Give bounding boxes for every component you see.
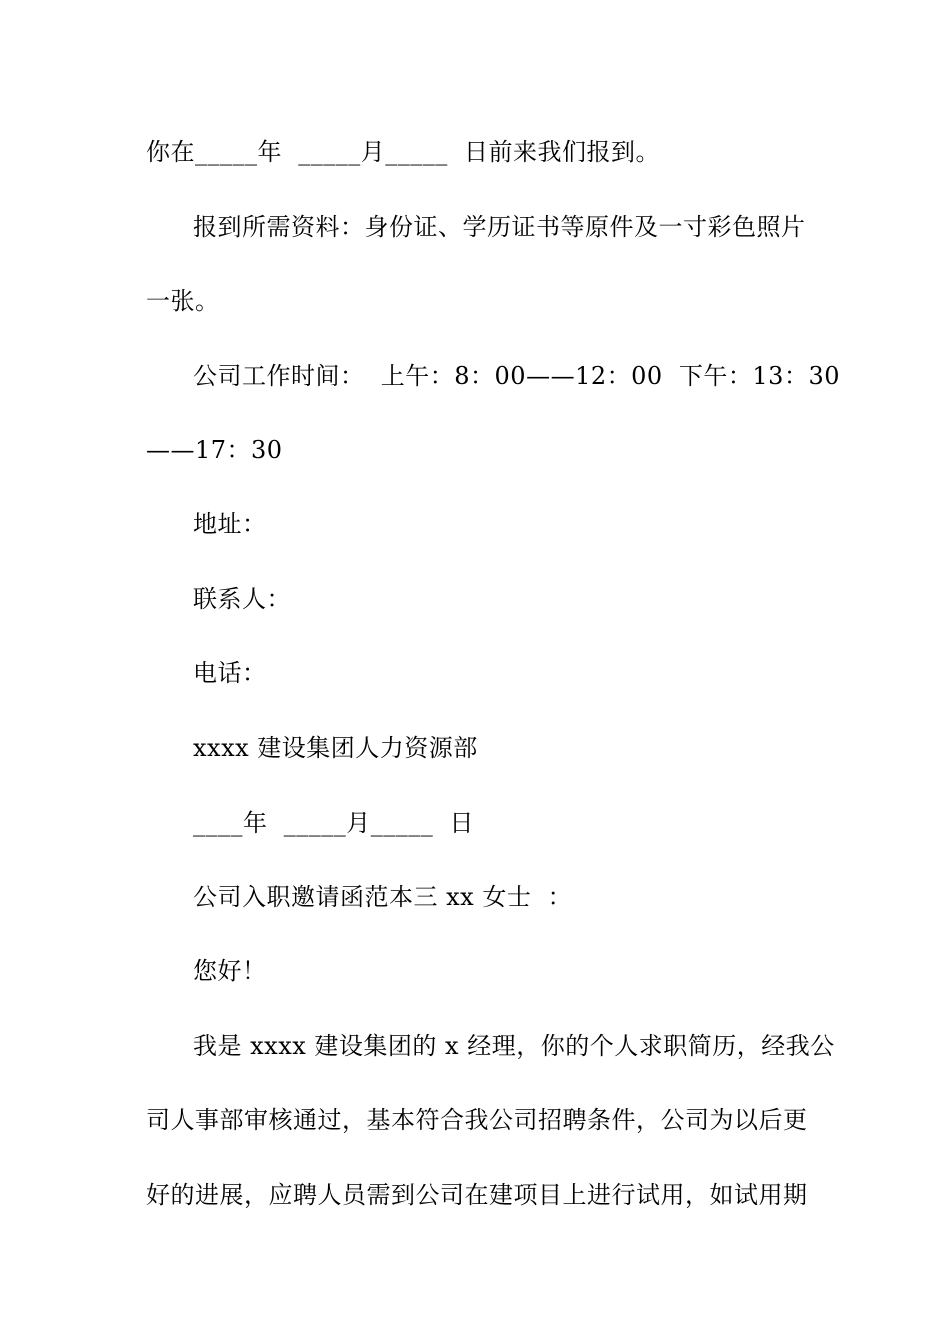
body-paragraph-line-3: 好的进展，应聘人员需到公司在建项目上进行试用，如试用期: [146, 1181, 808, 1209]
body-paragraph-line-1: 我是 xxxx 建设集团的 x 经理，你的个人求职简历，经我公: [193, 1032, 835, 1060]
contact-label: 联系人：: [193, 585, 291, 613]
template-three-heading: 公司入职邀请函范本三 xx 女士 ：: [193, 883, 573, 911]
body-paragraph-line-2: 司人事部审核通过，基本符合我公司招聘条件，公司为以后更: [146, 1106, 808, 1134]
work-hours-line: 公司工作时间： 上午：8：00——12：00 下午：13：30: [193, 362, 840, 390]
report-date-line: 你在_____年 _____月_____ 日前来我们报到。: [146, 138, 661, 166]
signature-date: ____年 _____月_____ 日: [193, 809, 475, 837]
phone-label: 电话：: [193, 659, 267, 687]
signature-department: xxxx 建设集团人力资源部: [193, 734, 478, 762]
address-label: 地址：: [193, 510, 267, 538]
required-materials-cont: 一张。: [146, 287, 220, 315]
greeting: 您好！: [193, 957, 267, 985]
required-materials-line: 报到所需资料：身份证、学历证书等原件及一寸彩色照片: [193, 213, 806, 241]
work-hours-cont: ——17：30: [146, 436, 283, 464]
